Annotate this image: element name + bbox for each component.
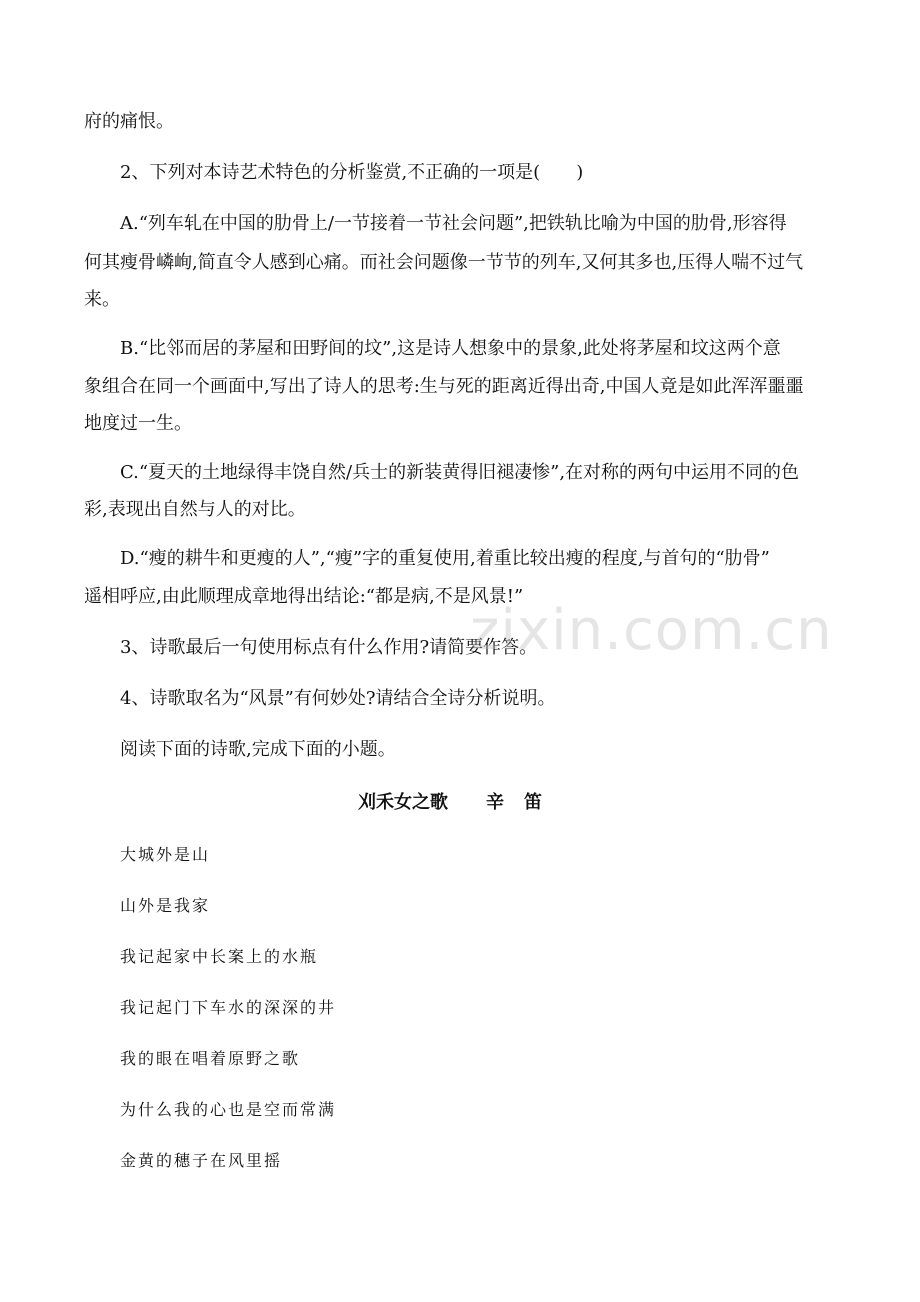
option-a-line-1: A.“列车轧在中国的肋骨上/一节接着一节社会问题”,把铁轨比喻为中国的肋骨,形容得: [120, 213, 787, 234]
poem-line: 山外是我家: [120, 896, 211, 915]
poem-line: 为什么我的心也是空而常满: [120, 1100, 337, 1119]
poem-title-row: [0, 792, 920, 814]
option-d-line-1: D.“瘦的耕牛和更瘦的人”,“瘦”字的重复使用,着重比较出瘦的程度,与首句的“肋骨”: [120, 548, 770, 569]
poem-line: 我的眼在唱着原野之歌: [120, 1049, 301, 1068]
question-4: 4、诗歌取名为“风景”有何妙处?请结合全诗分析说明。: [120, 688, 556, 709]
text-line: 府的痛恨。: [84, 111, 174, 132]
option-d-line-2: 遥相呼应,由此顺理成章地得出结论:“都是病,不是风景!”: [84, 586, 524, 607]
poem-line: 我记起家中长案上的水瓶: [120, 947, 319, 966]
option-c-line-1: C.“夏天的土地绿得丰饶自然/兵士的新装黄得旧褪凄惨”,在对称的两句中运用不同的色: [120, 462, 800, 483]
option-a-line-3: 来。: [84, 289, 120, 310]
question-2: 2、下列对本诗艺术特色的分析鉴赏,不正确的一项是( ): [120, 162, 584, 183]
reading-instruction: 阅读下面的诗歌,完成下面的小题。: [120, 739, 396, 760]
option-b-line-3: 地度过一生。: [84, 413, 192, 434]
option-a-line-2: 何其瘦骨嶙峋,简直令人感到心痛。而社会问题像一节节的列车,又何其多也,压得人喘不过气: [84, 252, 804, 273]
option-b-line-1: B.“比邻而居的茅屋和田野间的坟”,这是诗人想象中的景象,此处将茅屋和坟这两个意: [120, 338, 781, 359]
option-c-line-2: 彩,表现出自然与人的对比。: [84, 499, 306, 520]
poem-line: 我记起门下车水的深深的井: [120, 998, 337, 1017]
watermark: zixin.com.cn: [470, 598, 833, 663]
poem-line: 大城外是山: [120, 845, 211, 864]
option-b-line-2: 象组合在同一个画面中,写出了诗人的思考:生与死的距离近得出奇,中国人竟是如此浑浑噩噩: [84, 376, 804, 397]
poem-author: 辛笛: [486, 792, 562, 813]
poem-line: 金黄的穗子在风里摇: [120, 1151, 283, 1170]
poem-title: 刈禾女之歌: [358, 792, 448, 813]
question-3: 3、诗歌最后一句使用标点有什么作用?请简要作答。: [120, 637, 538, 658]
